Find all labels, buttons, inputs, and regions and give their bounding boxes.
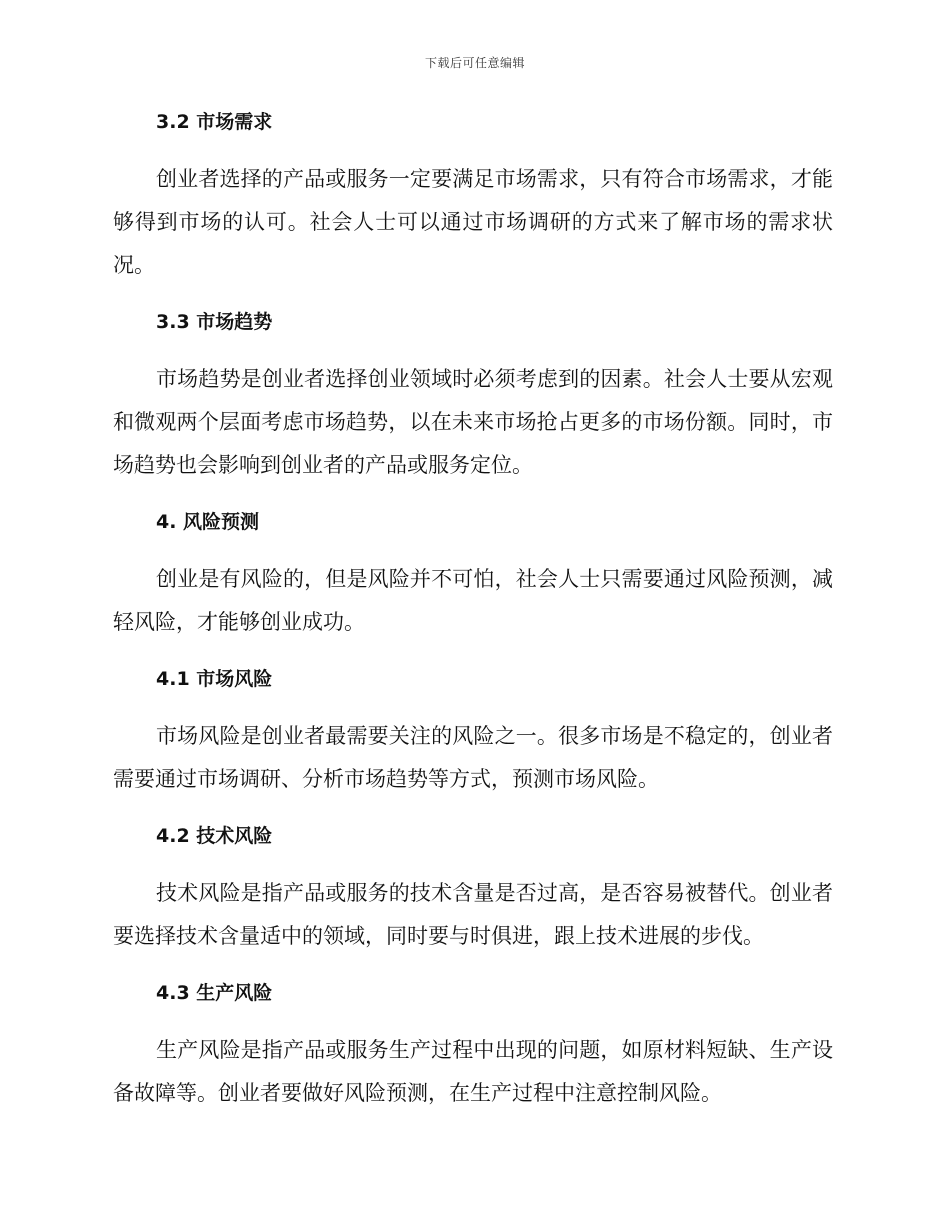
document-body bbox=[113, 108, 833, 1136]
section-paragraph-4: 创业是有风险的，但是风险并不可怕，社会人士只需要通过风险预测，减轻风险，才能够创业成功。 bbox=[113, 567, 833, 634]
section-heading-4-1: 4.1 市场风险 bbox=[156, 668, 273, 690]
section-heading-3-2: 3.2 市场需求 bbox=[156, 111, 273, 133]
section-heading-4: 4. 风险预测 bbox=[156, 511, 260, 533]
page-header: 下载后可任意编辑 bbox=[424, 56, 525, 70]
section-paragraph-3-2: 创业者选择的产品或服务一定要满足市场需求，只有符合市场需求，才能够得到市场的认可。社会人士可以通过市场调研的方式来了解市场的需求状况。 bbox=[113, 167, 833, 277]
section-paragraph-4-2: 技术风险是指产品或服务的技术含量是否过高，是否容易被替代。创业者要选择技术含量适中的领域，同时要与时俱进，跟上技术进展的步伐。 bbox=[113, 881, 833, 948]
section-paragraph-4-3: 生产风险是指产品或服务生产过程中出现的问题，如原材料短缺、生产设备故障等。创业者要做好风险预测，在生产过程中注意控制风险。 bbox=[113, 1038, 833, 1105]
section-heading-4-2: 4.2 技术风险 bbox=[156, 825, 273, 847]
section-heading-4-3: 4.3 生产风险 bbox=[156, 982, 273, 1004]
section-paragraph-4-1: 市场风险是创业者最需要关注的风险之一。很多市场是不稳定的，创业者需要通过市场调研、分析市场趋势等方式，预测市场风险。 bbox=[113, 724, 833, 791]
section-paragraph-3-3: 市场趋势是创业者选择创业领域时必须考虑到的因素。社会人士要从宏观和微观两个层面考虑市场趋势，以在未来市场抢占更多的市场份额。同时，市场趋势也会影响到创业者的产品或服务定位。 bbox=[113, 367, 833, 477]
section-heading-3-3: 3.3 市场趋势 bbox=[156, 311, 273, 333]
